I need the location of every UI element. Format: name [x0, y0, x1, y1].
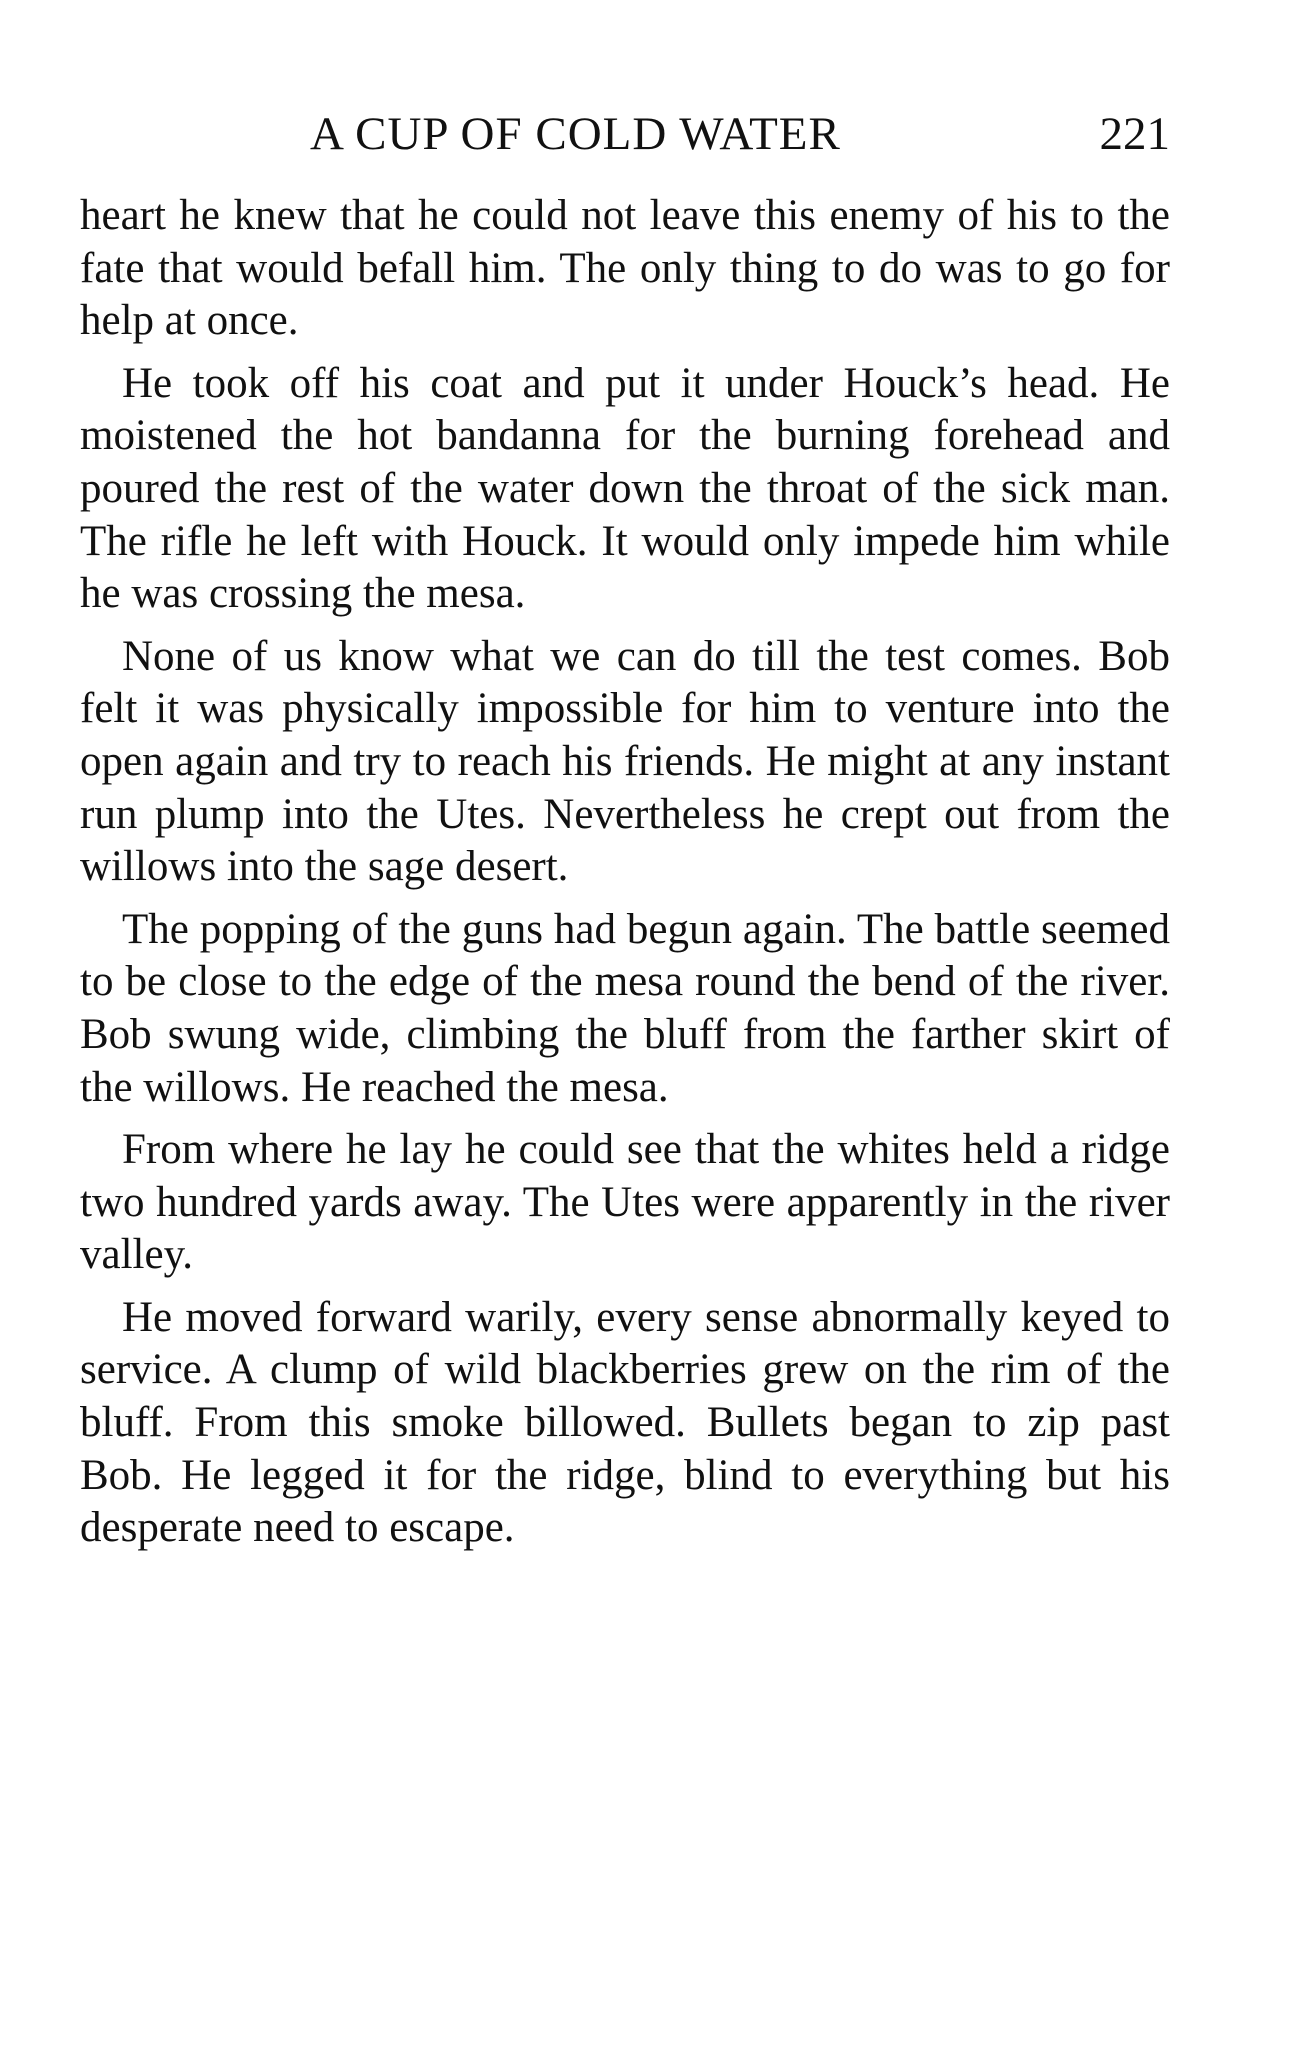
body-text [80, 190, 1170, 1565]
paragraph: None of us know what we can do till the test comes. Bob felt it was physically impossible for him to venture into the open again and try to reach his friends. He might at any instant run plump into the Utes. Nevertheless he crept out from the willows into the sage desert. [80, 632, 1170, 891]
paragraph: He moved forward warily, every sense abnormally keyed to service. A clump of wild blackberries grew on the rim of the bluff. From this smoke billowed. Bullets began to zip past Bob. He legged it for the ridge, blind to everything but his desperate need to escape. [80, 1293, 1170, 1552]
chapter-title: A CUP OF COLD WATER [310, 108, 841, 160]
paragraph-continued: heart he knew that he could not leave this enemy of his to the fate that would befall him. The only thing to do was to go for help at once. [80, 192, 1170, 345]
running-head [80, 104, 1170, 164]
page-number: 221 [1099, 108, 1170, 160]
paragraph: From where he lay he could see that the whites held a ridge two hundred yards away. The Utes were apparently in the river valley. [80, 1126, 1170, 1279]
paragraph: The popping of the guns had begun again. The battle seemed to be close to the edge of the mesa round the bend of the river. Bob swung wide, climbing the bluff from the farther skirt of the willows. He reached the mesa. [80, 905, 1170, 1111]
paragraph: He took off his coat and put it under Houck’s head. He moistened the hot bandanna for the burning forehead and poured the rest of the water down the throat of the sick man. The rifle he left with Houck. It would only impede him while he was crossing the mesa. [80, 359, 1170, 618]
